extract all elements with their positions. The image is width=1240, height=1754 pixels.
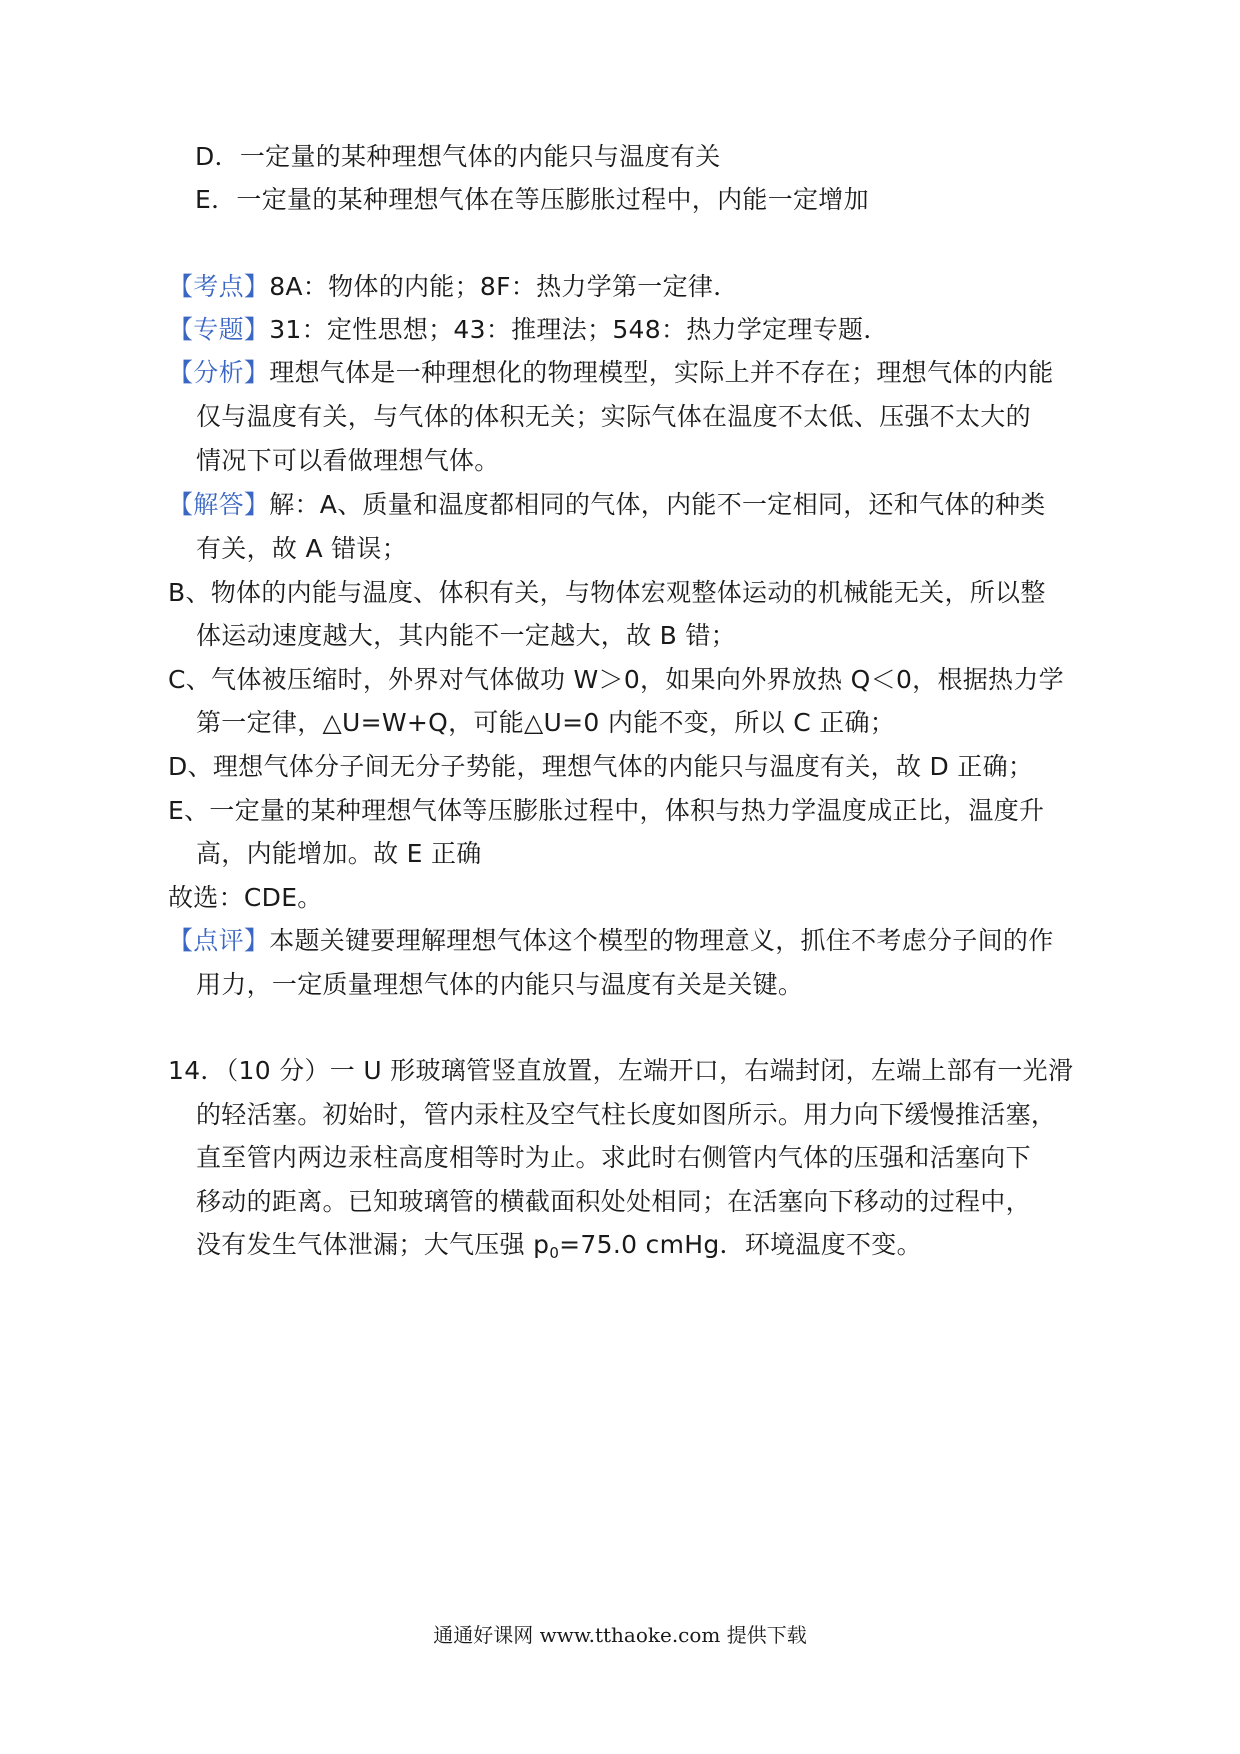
- q14-line-5: [196, 1230, 922, 1263]
- dianping-line-1: 本题关键要理解理想气体这个模型的物理意义，抓住不考虑分子间的作: [269, 926, 1054, 955]
- jieda-line-4: 体运动速度越大，其内能不一定越大，故 B 错；: [196, 621, 736, 650]
- zhuanti-row: [168, 315, 889, 345]
- page-footer: 通通好课网 www.tthaoke.com 提供下载: [433, 1623, 807, 1647]
- option-d: D．一定量的某种理想气体的内能只与温度有关: [195, 142, 721, 171]
- q14-line-4: 移动的距离。已知玻璃管的横截面积处处相同；在活塞向下移动的过程中，: [196, 1187, 1031, 1216]
- jieda-line-5: C、气体被压缩时，外界对气体做功 W＞0，如果向外界放热 Q＜0，根据热力学: [168, 665, 1064, 694]
- jieda-line-8: E、一定量的某种理想气体等压膨胀过程中，体积与热力学温度成正比，温度升: [168, 796, 1045, 825]
- kaodian-text: 8A：物体的内能；8F：热力学第一定律．: [269, 272, 739, 301]
- jieda-line-6: 第一定律，△U=W+Q，可能△U=0 内能不变，所以 C 正确；: [196, 708, 896, 737]
- fenxi-row: [168, 358, 1054, 388]
- q14-line-5-b: =75.0 cmHg．环境温度不变。: [559, 1230, 922, 1259]
- q14-line-2: 的轻活塞。初始时，管内汞柱及空气柱长度如图所示。用力向下缓慢推活塞，: [196, 1100, 1057, 1129]
- jieda-line-1: 解：A、质量和温度都相同的气体，内能不一定相同，还和气体的种类: [269, 490, 1046, 519]
- jieda-line-7: D、理想气体分子间无分子势能，理想气体的内能只与温度有关，故 D 正确；: [168, 752, 1034, 781]
- q14-line-5-a: 没有发生气体泄漏；大气压强 p: [196, 1230, 550, 1259]
- jieda-line-2: 有关，故 A 错误；: [196, 534, 407, 563]
- kaodian-row: [168, 272, 739, 302]
- fenxi-line-3: 情况下可以看做理想气体。: [196, 446, 500, 475]
- dianping-row: [168, 926, 1054, 956]
- option-e: E．一定量的某种理想气体在等压膨胀过程中，内能一定增加: [195, 185, 869, 214]
- jieda-tag: 【解答】: [168, 490, 270, 519]
- fenxi-line-1: 理想气体是一种理想化的物理模型，实际上并不存在；理想气体的内能: [269, 358, 1054, 387]
- zhuanti-text: 31：定性思想；43：推理法；548：热力学定理专题．: [269, 315, 889, 344]
- fenxi-line-2: 仅与温度有关，与气体的体积无关；实际气体在温度不太低、压强不太大的: [196, 402, 1031, 431]
- zhuanti-tag: 【专题】: [168, 315, 270, 344]
- dianping-tag: 【点评】: [168, 926, 270, 955]
- kaodian-tag: 【考点】: [168, 272, 270, 301]
- jieda-row: [168, 490, 1046, 520]
- dianping-line-2: 用力，一定质量理想气体的内能只与温度有关是关键。: [196, 970, 804, 999]
- jieda-line-9: 高，内能增加。故 E 正确: [196, 839, 482, 868]
- q14-line-3: 直至管内两边汞柱高度相等时为止。求此时右侧管内气体的压强和活塞向下: [196, 1143, 1031, 1172]
- q14-line-1: 14．（10 分）一 U 形玻璃管竖直放置，左端开口，右端封闭，左端上部有一光滑: [168, 1056, 1074, 1085]
- jieda-line-3: B、物体的内能与温度、体积有关，与物体宏观整体运动的机械能无关，所以整: [168, 578, 1046, 607]
- fenxi-tag: 【分析】: [168, 358, 270, 387]
- p0-subscript: 0: [549, 1244, 560, 1262]
- jieda-answer: 故选：CDE。: [168, 883, 323, 912]
